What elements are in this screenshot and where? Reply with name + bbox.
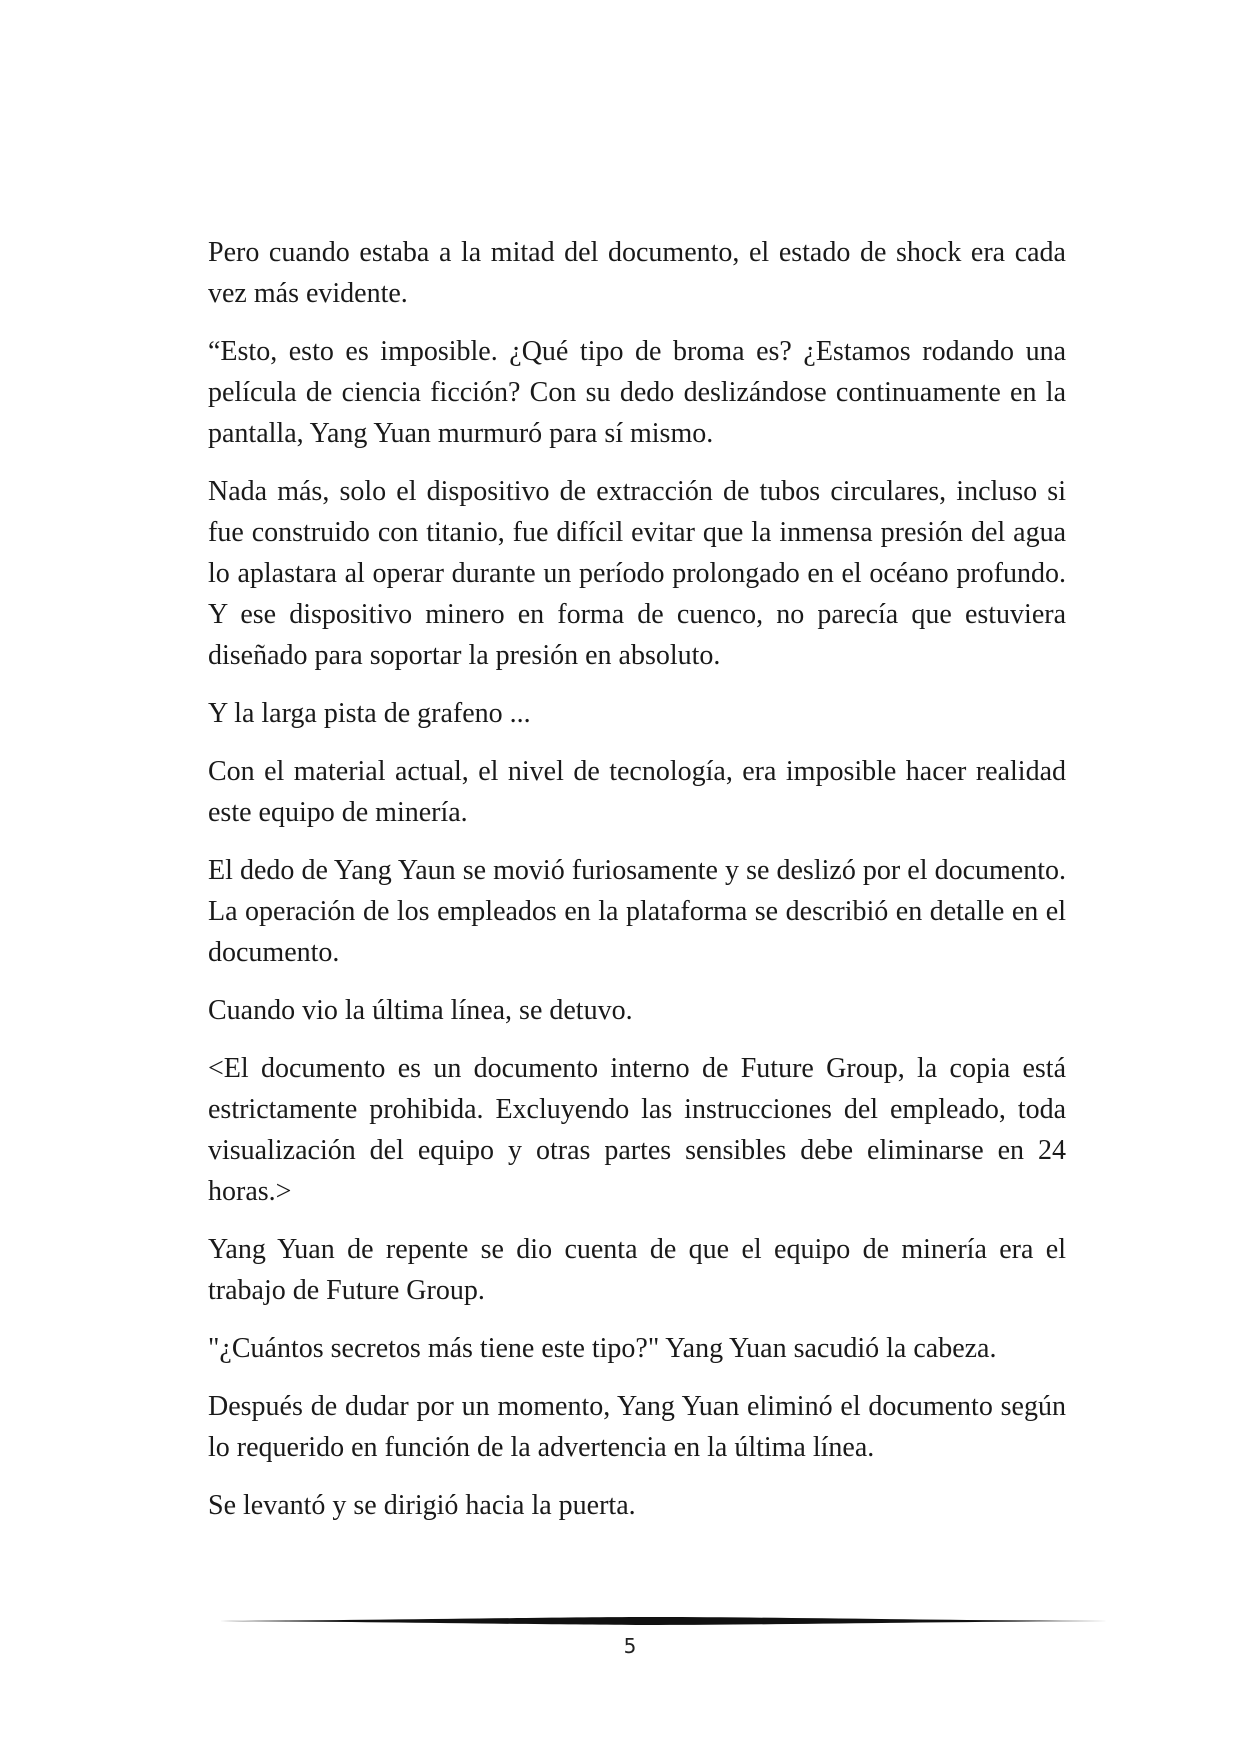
paragraph-1: Pero cuando estaba a la mitad del documento, el estado de shock era cada vez más evidente. [208,237,1066,309]
paragraph-9: Yang Yuan de repente se dio cuenta de que el equipo de minería era el trabajo de Future Group. [208,1234,1066,1306]
paragraph-6: El dedo de Yang Yaun se movió furiosamente y se deslizó por el documento. La operación de los empleados en la plataforma se describió en detalle en el documento. [208,855,1066,968]
paragraph-4: Y la larga pista de grafeno ... [208,698,531,729]
paragraph-10: "¿Cuántos secretos más tiene este tipo?" Yang Yuan sacudió la cabeza. [208,1333,997,1364]
paragraph-3: Nada más, solo el dispositivo de extracción de tubos circulares, incluso si fue construido con titanio, fue difícil evitar que la inmensa presión del agua lo aplastara al operar durante un período prolongado en el océano profundo. Y ese dispositivo minero en forma de cuenco, no parecía que estuviera diseñado para soportar la presión en absoluto. [208,476,1066,671]
paragraph-5: Con el material actual, el nivel de tecnología, era imposible hacer realidad este equipo de minería. [208,756,1066,828]
paragraph-2: “Esto, esto es imposible. ¿Qué tipo de broma es? ¿Estamos rodando una película de ciencia ficción? Con su dedo deslizándose continuamente en la pantalla, Yang Yuan murmuró para sí mismo. [208,336,1066,449]
page-number: 5 [623,1634,637,1658]
footer-divider [208,1614,1108,1628]
paragraph-11: Después de dudar por un momento, Yang Yuan eliminó el documento según lo requerido en función de la advertencia en la última línea. [208,1391,1066,1463]
paragraph-8: <El documento es un documento interno de Future Group, la copia está estrictamente prohibida. Excluyendo las instrucciones del empleado, toda visualización del equipo y otras partes sensibles debe eliminarse en 24 horas.> [208,1053,1066,1207]
paragraph-7: Cuando vio la última línea, se detuvo. [208,995,633,1026]
paragraph-12: Se levantó y se dirigió hacia la puerta. [208,1490,636,1521]
body-text [208,232,1066,1543]
